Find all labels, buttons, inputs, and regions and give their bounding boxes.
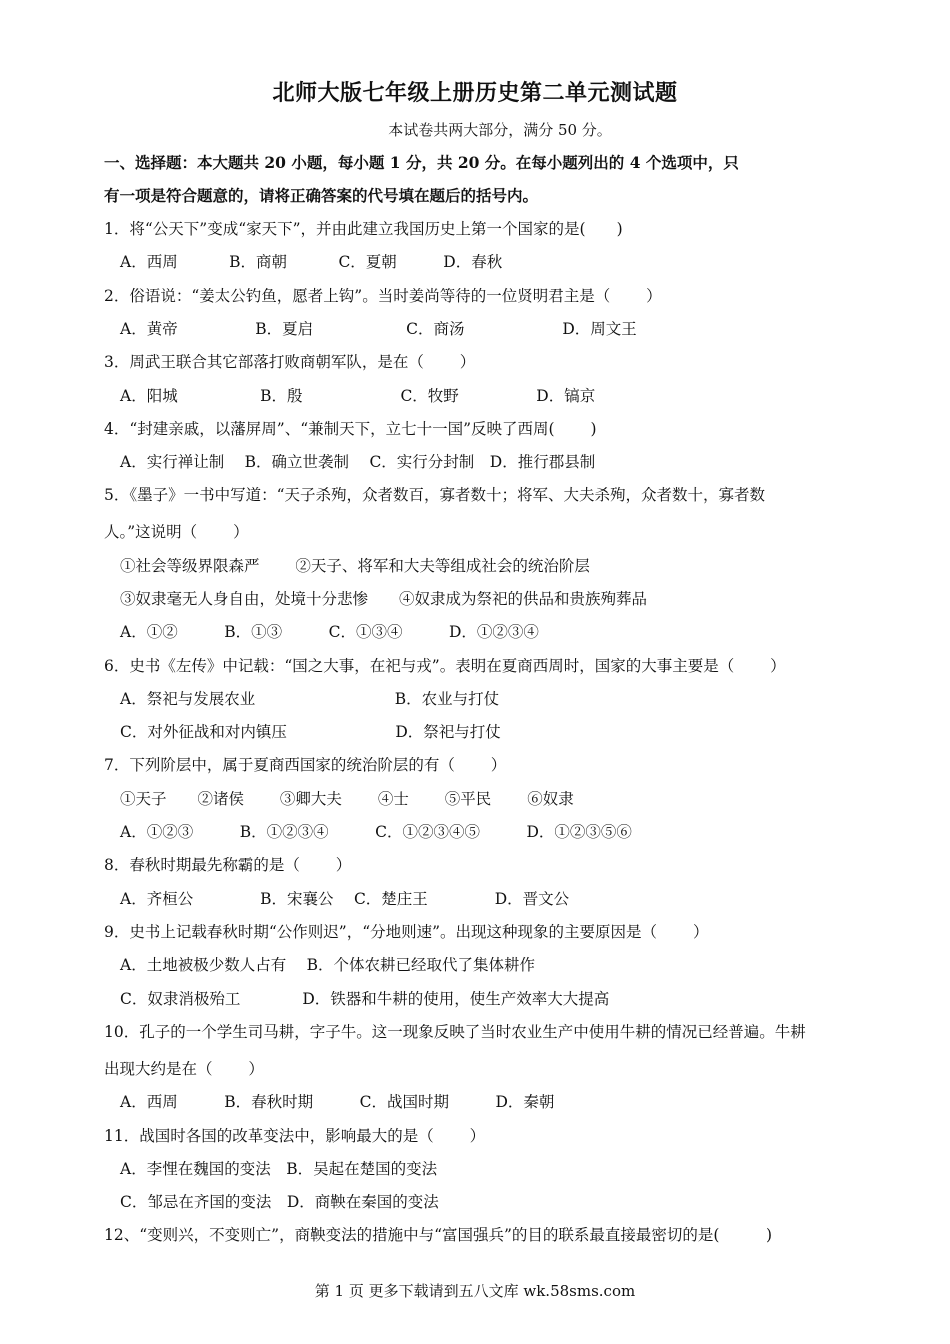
question-5-cont: 人。”这说明（ ） xyxy=(104,523,249,541)
question-1-options: A．西周 B．商朝 C．夏朝 D．春秋 xyxy=(120,253,503,271)
question-4-options: A．实行禅让制 B．确立世袭制 C．实行分封制 D．推行郡县制 xyxy=(120,453,596,471)
question-9-options-b: C．奴隶消极殆工 D．铁器和牛耕的使用，使生产效率大大提高 xyxy=(120,990,610,1008)
question-3-options: A．阳城 B．殷 C．牧野 D．镐京 xyxy=(120,387,596,405)
section-heading: 一、选择题：本大题共 20 小题，每小题 1 分，共 20 分。在每小题列出的 4 个选项中，只 xyxy=(104,153,739,172)
question-6: 6．史书《左传》中记载：“国之大事，在祀与戎”。表明在夏商西周时，国家的大事主要是（ ） xyxy=(104,657,786,675)
question-9-options-a: A．土地被极少数人占有 B．个体农耕已经取代了集体耕作 xyxy=(120,956,536,974)
question-7: 7．下列阶层中，属于夏商西国家的统治阶层的有（ ） xyxy=(104,756,507,774)
question-7-statements: ①天子 ②诸侯 ③卿大夫 ④士 ⑤平民 ⑥奴隶 xyxy=(120,790,574,808)
question-8-options: A．齐桓公 B．宋襄公 C．楚庄王 D．晋文公 xyxy=(120,890,570,908)
question-11-options-a: A．李悝在魏国的变法 B．吴起在楚国的变法 xyxy=(120,1160,438,1178)
question-11-options-b: C．邹忌在齐国的变法 D．商鞅在秦国的变法 xyxy=(120,1193,439,1211)
question-4: 4．“封建亲戚，以藩屏周”、“兼制天下，立七十一国”反映了西周( ) xyxy=(104,420,597,438)
question-2: 2．俗语说：“姜太公钓鱼，愿者上钩”。当时姜尚等待的一位贤明君主是（ ） xyxy=(104,287,662,305)
section-heading-cont: 有一项是符合题意的，请将正确答案的代号填在题后的括号内。 xyxy=(104,186,539,205)
page-subtitle: 本试卷共两大部分，满分 50 分。 xyxy=(388,121,612,139)
page-title: 北师大版七年级上册历史第二单元测试题 xyxy=(272,80,678,106)
page-footer: 第 1 页 更多下载请到五八文库 wk.58sms.com xyxy=(314,1282,636,1300)
question-6-options-b: C．对外征战和对内镇压 D．祭祀与打仗 xyxy=(120,723,501,741)
question-7-options: A．①②③ B．①②③④ C．①②③④⑤ D．①②③⑤⑥ xyxy=(120,823,632,841)
question-5: 5．《墨子》一书中写道：“天子杀殉，众者数百，寡者数十；将军、大夫杀殉，众者数十，寡者数 xyxy=(104,486,766,504)
question-9: 9．史书上记载春秋时期“公作则迟”，“分地则速”。出现这种现象的主要原因是（ ） xyxy=(104,923,709,941)
question-1: 1．将“公天下”变成“家天下”，并由此建立我国历史上第一个国家的是( ) xyxy=(104,220,623,238)
question-5-statements-b: ③奴隶毫无人身自由，处境十分悲惨 ④奴隶成为祭祀的供品和贵族殉葬品 xyxy=(120,590,648,608)
question-8: 8．春秋时期最先称霸的是（ ） xyxy=(104,856,352,874)
question-10-cont: 出现大约是在（ ） xyxy=(104,1060,264,1078)
question-10: 10．孔子的一个学生司马耕，字子牛。这一现象反映了当时农业生产中使用牛耕的情况已经普遍。牛耕 xyxy=(104,1023,806,1041)
question-10-options: A．西周 B．春秋时期 C．战国时期 D．秦朝 xyxy=(120,1093,555,1111)
question-2-options: A．黄帝 B．夏启 C．商汤 D．周文王 xyxy=(120,320,637,338)
question-5-statements-a: ①社会等级界限森严 ②天子、将军和大夫等组成社会的统治阶层 xyxy=(120,557,590,575)
question-11: 11．战国时各国的改革变法中，影响最大的是（ ） xyxy=(104,1127,486,1145)
question-12: 12、“变则兴，不变则亡”，商鞅变法的措施中与“富国强兵”的目的联系最直接最密切的是( ) xyxy=(104,1226,773,1244)
question-3: 3．周武王联合其它部落打败商朝军队，是在（ ） xyxy=(104,353,476,371)
question-5-options: A．①② B．①③ C．①③④ D．①②③④ xyxy=(120,623,539,641)
question-6-options-a: A．祭祀与发展农业 B．农业与打仗 xyxy=(120,690,500,708)
